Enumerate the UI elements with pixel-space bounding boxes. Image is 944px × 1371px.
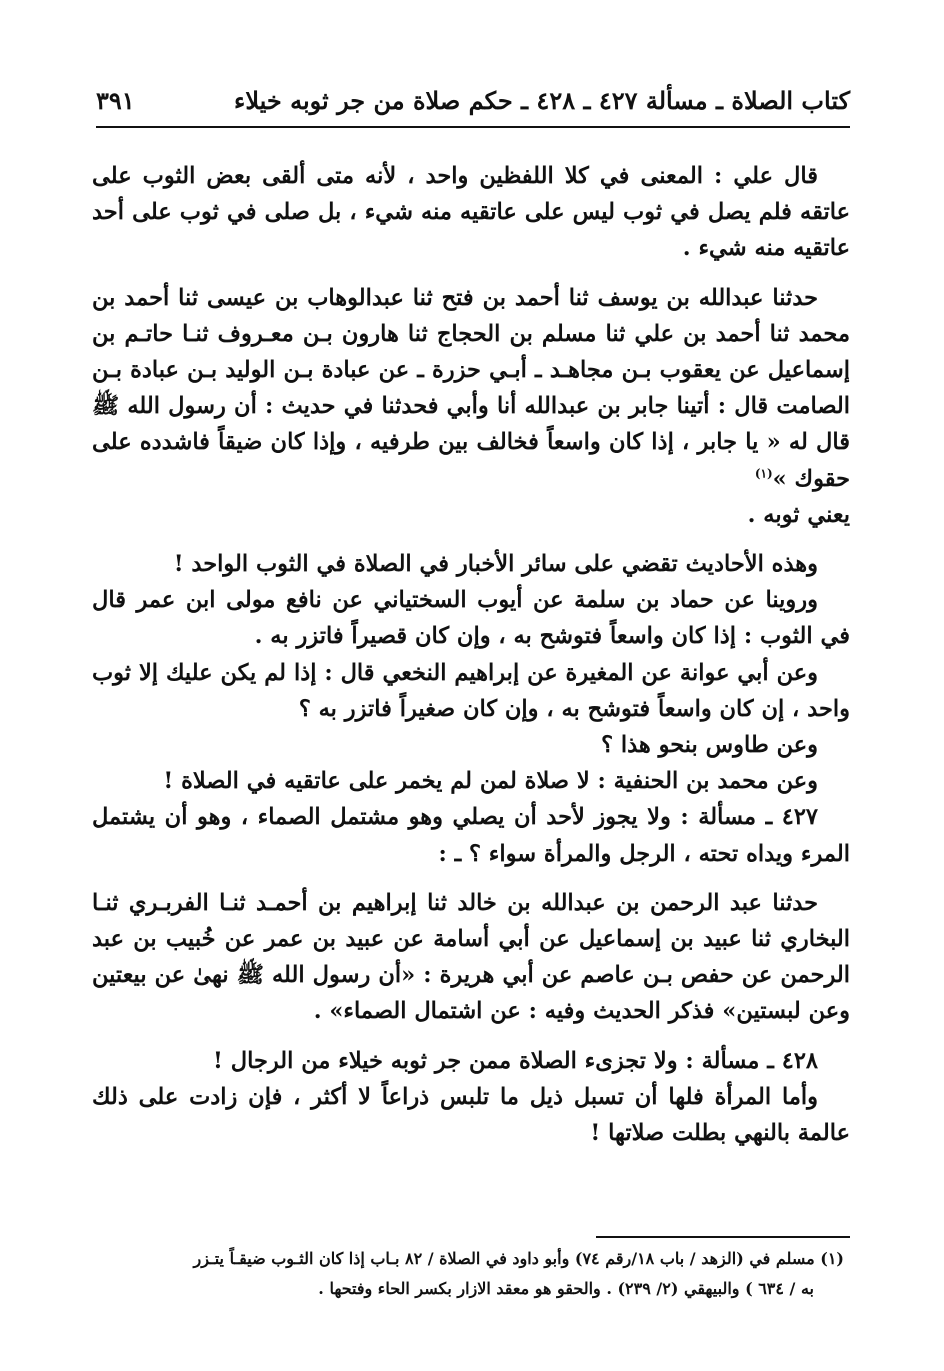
hadith-jabir-end: يعني ثوبه . <box>747 501 850 528</box>
paragraph-tawus: وعن طاوس بنحو هذا ؟ <box>601 732 818 759</box>
footnote-mark: (١) <box>754 466 773 481</box>
footnotes <box>92 1244 844 1304</box>
hadith-jabir-text: حدثنا عبدالله بن يوسف ثنا أحمد بن فتح ثنا عبدالوهاب بن عيسى ثنا أحمد بن محمد ثنا أحمد بن علي ثنا مسلم بن الحجاج ثنا هارون بـن معـروف ثنـا حاتـم بن إسماعيل عن يعقوب بـن مجاهـد ـ أبـي حزرة ـ عن عبادة بـن الوليد بـن عبادة بـن الصامت قال : أتينا جابر بن عبدالله أنا وأبي فحدثنا في حديث : أن رسول الله ﷺ قال له « يا جابر ، إذا كان واسعاً فخالف بين طرفيه ، وإذا كان ضيقاً فاشدده على حقوك » <box>92 284 850 492</box>
paragraph-ali-comment: قال علي : المعنى في كلا اللفظين واحد ، لأنه متى ألقى بعض الثوب على عاتقه فلم يصل في ثوب ليس على عاتقيه منه شيء ، بل صلى في ثوب على أحد عاتقيه منه شيء . <box>92 163 850 262</box>
masala-427 <box>92 799 850 871</box>
paragraph-abu-awana: وعن أبي عوانة عن المغيرة عن إبراهيم النخعي قال : إذا لم يكن عليك إلا ثوب واحد ، إن كان واسعاً فتوشح به ، وإن كان صغيراً فاتزر به ؟ <box>92 659 850 722</box>
masala-428-label: ٤٢٨ ـ مسألة <box>701 1047 818 1074</box>
paragraph-hadith-abu-hurayra: حدثنا عبد الرحمن بن عبدالله بن خالد ثنا إبراهيم بن أحمـد ثنـا الفربـري ثنـا البخاري ثنا عبيد بن إسماعيل عن أبي أسامة عن عبيد بن عمر عن خُبيب بن عبد الرحمن عن حفص بـن عاصم عن أبي هريرة : «أن رسول الله ﷺ نهىٰ عن بيعتين وعن لبستين» فذكر الحديث وفيه : عن اشتمال الصماء» . <box>92 889 850 1025</box>
footnote-1-continuation: به / ٦٣٤ ) والبيهقي (٢/ ٢٣٩) . والحقو هو معقد الازار بكسر الحاء وفتحها . <box>318 1279 814 1298</box>
paragraph-ibn-hanafiyya: وعن محمد بن الحنفية : لا صلاة لمن لم يخمر على عاتقيه في الصلاة ! <box>163 768 818 795</box>
paragraph-woman-ruling: وأما المرأة فلها أن تسبل ذيل ما تلبس ذراعاً لا أكثر ، فإن زادت على ذلك عالمة بالنهي بطلت صلاتها ! <box>92 1083 850 1147</box>
page-header <box>96 82 850 128</box>
paragraph-hadith-jabir <box>92 280 850 533</box>
masala-427-label: ٤٢٧ ـ مسألة <box>698 804 818 831</box>
body-text <box>92 158 850 1151</box>
footnote-divider <box>596 1236 850 1238</box>
paragraph-hammad: وروينا عن حماد بن سلمة عن أيوب السختياني عن نافع مولى ابن عمر قال في الثوب : إذا كان واسعاً فتوشح به ، وإن كان قصيراً فاتزر به . <box>92 587 850 650</box>
page-number: ٣٩١ <box>96 86 135 115</box>
footnote-1: (١) مسلم في (الزهد / باب ١٨/رقم ٧٤) وأبو داود في الصلاة / ٨٢ بـاب إذا كان الثـوب ضيقـاً يتـزر <box>193 1249 844 1268</box>
masala-428-text: : ولا تجزىء الصلاة ممن جر ثوبه خيلاء من الرجال ! <box>213 1047 694 1074</box>
masala-427-text: : ولا يجوز لأحد أن يصلي وهو مشتمل الصماء ، وهو أن يشتمل المرء ويداه تحته ، الرجل والمرأة سواء ؟ ـ : <box>92 804 850 867</box>
running-title: كتاب الصلاة ـ مسألة ٤٢٧ ـ ٤٢٨ ـ حكم صلاة من جر ثوبه خيلاء <box>234 86 850 115</box>
masala-428 <box>92 1043 850 1079</box>
paragraph-ahadith-ruling: وهذه الأحاديث تقضي على سائر الأخبار في الصلاة في الثوب الواحد ! <box>173 551 818 578</box>
